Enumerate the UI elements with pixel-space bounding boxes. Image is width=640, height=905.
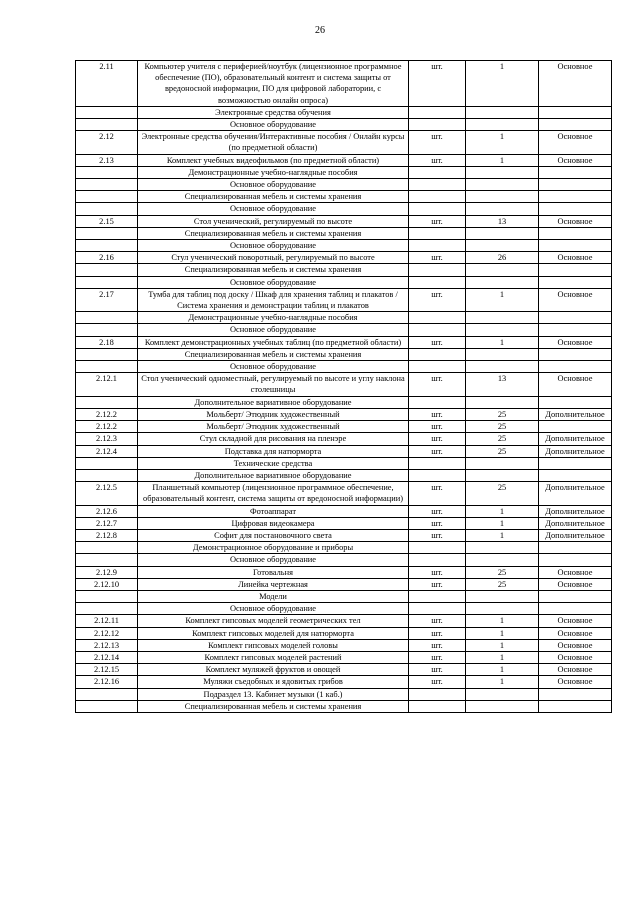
item-type: Основное	[539, 639, 612, 651]
section-empty-cell	[466, 700, 539, 712]
item-type: Основное	[539, 676, 612, 688]
section-title: Технические средства	[138, 457, 409, 469]
section-row	[76, 542, 612, 554]
item-quantity: 25	[466, 578, 539, 590]
section-row	[76, 227, 612, 239]
section-empty-cell	[539, 542, 612, 554]
section-empty-cell	[466, 603, 539, 615]
section-empty-cell	[466, 590, 539, 602]
section-title: Основное оборудование	[138, 554, 409, 566]
section-empty-cell	[76, 203, 138, 215]
table-row	[76, 373, 612, 396]
section-row	[76, 396, 612, 408]
section-empty-cell	[539, 700, 612, 712]
item-quantity: 13	[466, 373, 539, 396]
section-empty-cell	[76, 312, 138, 324]
item-name: Комплект учебных видеофильмов (по предметной области)	[138, 154, 409, 166]
item-name: Компьютер учителя с периферией/ноутбук (лицензионное программное обеспечение (ПО), образовательный контент и система защиты от вредоносной информации, ПО для цифровой лаборатории, с возможностью онлайн опроса)	[138, 61, 409, 107]
section-empty-cell	[466, 688, 539, 700]
section-empty-cell	[409, 361, 466, 373]
item-unit: шт.	[409, 676, 466, 688]
item-unit: шт.	[409, 288, 466, 311]
item-number: 2.12.14	[76, 651, 138, 663]
item-quantity: 1	[466, 336, 539, 348]
item-type: Основное	[539, 215, 612, 227]
item-name: Софит для постановочного света	[138, 529, 409, 541]
item-number: 2.12.16	[76, 676, 138, 688]
item-unit: шт.	[409, 433, 466, 445]
table-row	[76, 445, 612, 457]
item-quantity: 25	[466, 566, 539, 578]
section-empty-cell	[409, 469, 466, 481]
section-empty-cell	[466, 203, 539, 215]
item-name: Комплект гипсовых моделей головы	[138, 639, 409, 651]
section-row	[76, 106, 612, 118]
item-number: 2.18	[76, 336, 138, 348]
section-empty-cell	[539, 106, 612, 118]
section-empty-cell	[539, 227, 612, 239]
section-empty-cell	[409, 554, 466, 566]
section-empty-cell	[539, 119, 612, 131]
item-number: 2.15	[76, 215, 138, 227]
item-name: Комплект гипсовых моделей для натюрморта	[138, 627, 409, 639]
item-quantity: 25	[466, 482, 539, 505]
section-empty-cell	[76, 276, 138, 288]
section-empty-cell	[409, 396, 466, 408]
section-empty-cell	[539, 240, 612, 252]
table-row	[76, 131, 612, 154]
section-empty-cell	[409, 264, 466, 276]
section-row	[76, 700, 612, 712]
item-quantity: 25	[466, 421, 539, 433]
table-row	[76, 433, 612, 445]
item-name: Комплект гипсовых моделей растений	[138, 651, 409, 663]
item-quantity: 1	[466, 505, 539, 517]
item-quantity: 1	[466, 154, 539, 166]
section-empty-cell	[76, 554, 138, 566]
item-quantity: 1	[466, 61, 539, 107]
section-empty-cell	[76, 324, 138, 336]
item-unit: шт.	[409, 61, 466, 107]
section-empty-cell	[466, 554, 539, 566]
section-row	[76, 119, 612, 131]
item-number: 2.12.5	[76, 482, 138, 505]
item-type: Основное	[539, 154, 612, 166]
item-name: Планшетный компьютер (лицензионное программное обеспечение, образовательный контент, система защиты от вредоносной информации)	[138, 482, 409, 505]
table-row	[76, 651, 612, 663]
item-unit: шт.	[409, 664, 466, 676]
section-row	[76, 312, 612, 324]
section-row	[76, 324, 612, 336]
item-name: Линейка чертежная	[138, 578, 409, 590]
section-empty-cell	[539, 324, 612, 336]
table-row	[76, 288, 612, 311]
section-title: Демонстрационные учебно-наглядные пособия	[138, 312, 409, 324]
section-empty-cell	[76, 348, 138, 360]
item-type: Основное	[539, 373, 612, 396]
section-title: Специализированная мебель и системы хранения	[138, 191, 409, 203]
item-number: 2.12.7	[76, 517, 138, 529]
item-unit: шт.	[409, 131, 466, 154]
item-number: 2.12.13	[76, 639, 138, 651]
item-number: 2.12.2	[76, 408, 138, 420]
item-type: Дополнительное	[539, 408, 612, 420]
table-row	[76, 627, 612, 639]
item-quantity: 1	[466, 651, 539, 663]
section-empty-cell	[76, 264, 138, 276]
section-empty-cell	[76, 700, 138, 712]
item-unit: шт.	[409, 482, 466, 505]
item-type: Основное	[539, 664, 612, 676]
item-name: Тумба для таблиц под доску / Шкаф для хранения таблиц и плакатов / Система хранения и демонстрации таблиц и плакатов	[138, 288, 409, 311]
item-name: Фотоаппарат	[138, 505, 409, 517]
table-row	[76, 664, 612, 676]
section-empty-cell	[539, 361, 612, 373]
section-row	[76, 264, 612, 276]
item-name: Стул складной для рисования на пленэре	[138, 433, 409, 445]
section-title: Специализированная мебель и системы хранения	[138, 227, 409, 239]
item-number: 2.12.8	[76, 529, 138, 541]
section-empty-cell	[76, 396, 138, 408]
section-row	[76, 276, 612, 288]
section-empty-cell	[466, 179, 539, 191]
section-title: Электронные средства обучения	[138, 106, 409, 118]
section-empty-cell	[409, 119, 466, 131]
section-empty-cell	[409, 179, 466, 191]
section-row	[76, 469, 612, 481]
section-row	[76, 590, 612, 602]
section-empty-cell	[409, 700, 466, 712]
table-row	[76, 676, 612, 688]
item-unit: шт.	[409, 215, 466, 227]
item-number: 2.17	[76, 288, 138, 311]
item-number: 2.12.6	[76, 505, 138, 517]
section-empty-cell	[466, 240, 539, 252]
item-type: Основное	[539, 578, 612, 590]
section-title: Основное оборудование	[138, 603, 409, 615]
section-empty-cell	[539, 688, 612, 700]
item-type: Дополнительное	[539, 445, 612, 457]
item-unit: шт.	[409, 408, 466, 420]
section-title: Основное оборудование	[138, 361, 409, 373]
table-row	[76, 639, 612, 651]
section-empty-cell	[539, 179, 612, 191]
section-empty-cell	[76, 179, 138, 191]
section-empty-cell	[76, 240, 138, 252]
item-unit: шт.	[409, 154, 466, 166]
item-number: 2.11	[76, 61, 138, 107]
item-number: 2.12.15	[76, 664, 138, 676]
item-name: Готовальня	[138, 566, 409, 578]
section-empty-cell	[76, 119, 138, 131]
item-type: Основное	[539, 627, 612, 639]
item-name: Муляжи съедобных и ядовитых грибов	[138, 676, 409, 688]
section-row	[76, 603, 612, 615]
item-type: Дополнительное	[539, 482, 612, 505]
item-number: 2.12.11	[76, 615, 138, 627]
section-empty-cell	[409, 166, 466, 178]
section-empty-cell	[409, 324, 466, 336]
section-empty-cell	[76, 469, 138, 481]
item-type: Основное	[539, 61, 612, 107]
section-title: Основное оборудование	[138, 276, 409, 288]
item-type: Основное	[539, 288, 612, 311]
item-quantity: 25	[466, 408, 539, 420]
section-empty-cell	[466, 312, 539, 324]
item-type: Основное	[539, 131, 612, 154]
section-empty-cell	[466, 166, 539, 178]
item-number: 2.12.1	[76, 373, 138, 396]
item-name: Подставка для натюрморта	[138, 445, 409, 457]
section-empty-cell	[409, 590, 466, 602]
item-unit: шт.	[409, 639, 466, 651]
section-empty-cell	[539, 603, 612, 615]
item-unit: шт.	[409, 517, 466, 529]
section-title: Основное оборудование	[138, 324, 409, 336]
section-title: Демонстрационные учебно-наглядные пособия	[138, 166, 409, 178]
section-empty-cell	[539, 191, 612, 203]
item-name: Цифровая видеокамера	[138, 517, 409, 529]
table-row	[76, 505, 612, 517]
item-quantity: 1	[466, 615, 539, 627]
item-name: Мольберт/ Этюдник художественный	[138, 421, 409, 433]
section-empty-cell	[539, 203, 612, 215]
item-type: Дополнительное	[539, 517, 612, 529]
item-quantity: 1	[466, 288, 539, 311]
item-unit: шт.	[409, 627, 466, 639]
table-row	[76, 154, 612, 166]
item-unit: шт.	[409, 336, 466, 348]
section-empty-cell	[539, 312, 612, 324]
table-row	[76, 61, 612, 107]
section-row	[76, 191, 612, 203]
section-empty-cell	[409, 348, 466, 360]
section-empty-cell	[409, 542, 466, 554]
table-row	[76, 252, 612, 264]
section-empty-cell	[466, 361, 539, 373]
item-type: Дополнительное	[539, 505, 612, 517]
section-row	[76, 457, 612, 469]
item-number: 2.12	[76, 131, 138, 154]
item-type: Основное	[539, 615, 612, 627]
section-empty-cell	[409, 191, 466, 203]
section-empty-cell	[466, 457, 539, 469]
section-empty-cell	[466, 396, 539, 408]
section-empty-cell	[466, 106, 539, 118]
item-name: Стул ученический поворотный, регулируемый по высоте	[138, 252, 409, 264]
section-empty-cell	[76, 542, 138, 554]
section-title: Специализированная мебель и системы хранения	[138, 348, 409, 360]
item-number: 2.12.2	[76, 421, 138, 433]
item-unit: шт.	[409, 373, 466, 396]
item-quantity: 25	[466, 433, 539, 445]
item-quantity: 26	[466, 252, 539, 264]
item-number: 2.12.12	[76, 627, 138, 639]
section-empty-cell	[76, 361, 138, 373]
section-empty-cell	[76, 457, 138, 469]
section-empty-cell	[539, 457, 612, 469]
item-quantity: 1	[466, 664, 539, 676]
table-row	[76, 529, 612, 541]
section-empty-cell	[539, 166, 612, 178]
item-unit: шт.	[409, 578, 466, 590]
item-number: 2.12.4	[76, 445, 138, 457]
section-empty-cell	[409, 603, 466, 615]
item-type: Основное	[539, 252, 612, 264]
item-name: Комплект гипсовых моделей геометрических тел	[138, 615, 409, 627]
section-title: Демонстрационное оборудование и приборы	[138, 542, 409, 554]
section-row	[76, 203, 612, 215]
section-empty-cell	[539, 264, 612, 276]
section-title: Основное оборудование	[138, 179, 409, 191]
item-unit: шт.	[409, 651, 466, 663]
section-empty-cell	[409, 457, 466, 469]
section-row	[76, 688, 612, 700]
section-empty-cell	[409, 312, 466, 324]
item-unit: шт.	[409, 421, 466, 433]
item-quantity: 25	[466, 445, 539, 457]
section-title: Основное оборудование	[138, 203, 409, 215]
section-title: Основное оборудование	[138, 240, 409, 252]
item-name: Комплект демонстрационных учебных таблиц (по предметной области)	[138, 336, 409, 348]
item-name: Электронные средства обучения/Интерактивные пособия / Онлайн курсы (по предметной области)	[138, 131, 409, 154]
section-row	[76, 348, 612, 360]
section-empty-cell	[409, 240, 466, 252]
table-row	[76, 517, 612, 529]
item-type: Основное	[539, 336, 612, 348]
table-row	[76, 482, 612, 505]
section-title: Основное оборудование	[138, 119, 409, 131]
item-unit: шт.	[409, 615, 466, 627]
item-unit: шт.	[409, 529, 466, 541]
section-title: Подраздел 13. Кабинет музыки (1 каб.)	[138, 688, 409, 700]
section-empty-cell	[539, 469, 612, 481]
table-row	[76, 578, 612, 590]
item-quantity: 1	[466, 517, 539, 529]
section-empty-cell	[539, 554, 612, 566]
item-type: Основное	[539, 651, 612, 663]
item-type: Дополнительное	[539, 433, 612, 445]
section-row	[76, 361, 612, 373]
item-quantity: 13	[466, 215, 539, 227]
item-quantity: 1	[466, 529, 539, 541]
item-quantity: 1	[466, 627, 539, 639]
section-empty-cell	[466, 542, 539, 554]
item-name: Стол ученический, регулируемый по высоте	[138, 215, 409, 227]
section-empty-cell	[466, 348, 539, 360]
section-empty-cell	[76, 191, 138, 203]
item-number: 2.13	[76, 154, 138, 166]
section-empty-cell	[466, 324, 539, 336]
section-empty-cell	[539, 276, 612, 288]
table-row	[76, 566, 612, 578]
item-name: Стол ученический одноместный, регулируемый по высоте и углу наклона столешницы	[138, 373, 409, 396]
section-title: Дополнительное вариативное оборудование	[138, 469, 409, 481]
item-number: 2.12.3	[76, 433, 138, 445]
section-row	[76, 179, 612, 191]
section-empty-cell	[76, 603, 138, 615]
item-number: 2.16	[76, 252, 138, 264]
table-row	[76, 408, 612, 420]
section-empty-cell	[539, 590, 612, 602]
table-row	[76, 215, 612, 227]
section-empty-cell	[409, 203, 466, 215]
item-quantity: 1	[466, 639, 539, 651]
section-title: Модели	[138, 590, 409, 602]
item-number: 2.12.10	[76, 578, 138, 590]
section-title: Дополнительное вариативное оборудование	[138, 396, 409, 408]
table-row	[76, 336, 612, 348]
equipment-table-body	[76, 61, 612, 713]
section-empty-cell	[409, 688, 466, 700]
item-quantity: 1	[466, 131, 539, 154]
section-empty-cell	[539, 396, 612, 408]
section-empty-cell	[76, 590, 138, 602]
equipment-table	[75, 60, 612, 713]
section-empty-cell	[76, 106, 138, 118]
item-name: Комплект муляжей фруктов и овощей	[138, 664, 409, 676]
section-row	[76, 554, 612, 566]
item-unit: шт.	[409, 505, 466, 517]
item-unit: шт.	[409, 252, 466, 264]
section-title: Специализированная мебель и системы хранения	[138, 700, 409, 712]
section-empty-cell	[409, 106, 466, 118]
section-empty-cell	[466, 264, 539, 276]
section-row	[76, 240, 612, 252]
table-row	[76, 615, 612, 627]
section-empty-cell	[409, 276, 466, 288]
item-type	[539, 421, 612, 433]
item-unit: шт.	[409, 566, 466, 578]
section-empty-cell	[466, 469, 539, 481]
section-title: Специализированная мебель и системы хранения	[138, 264, 409, 276]
item-quantity: 1	[466, 676, 539, 688]
page-number: 26	[315, 25, 325, 36]
item-type: Дополнительное	[539, 529, 612, 541]
section-empty-cell	[76, 166, 138, 178]
section-empty-cell	[76, 688, 138, 700]
section-empty-cell	[76, 227, 138, 239]
section-empty-cell	[539, 348, 612, 360]
section-row	[76, 166, 612, 178]
section-empty-cell	[466, 227, 539, 239]
table-row	[76, 421, 612, 433]
item-name: Мольберт/ Этюдник художественный	[138, 408, 409, 420]
section-empty-cell	[409, 227, 466, 239]
section-empty-cell	[466, 191, 539, 203]
item-type: Основное	[539, 566, 612, 578]
section-empty-cell	[466, 276, 539, 288]
item-unit: шт.	[409, 445, 466, 457]
section-empty-cell	[466, 119, 539, 131]
item-number: 2.12.9	[76, 566, 138, 578]
